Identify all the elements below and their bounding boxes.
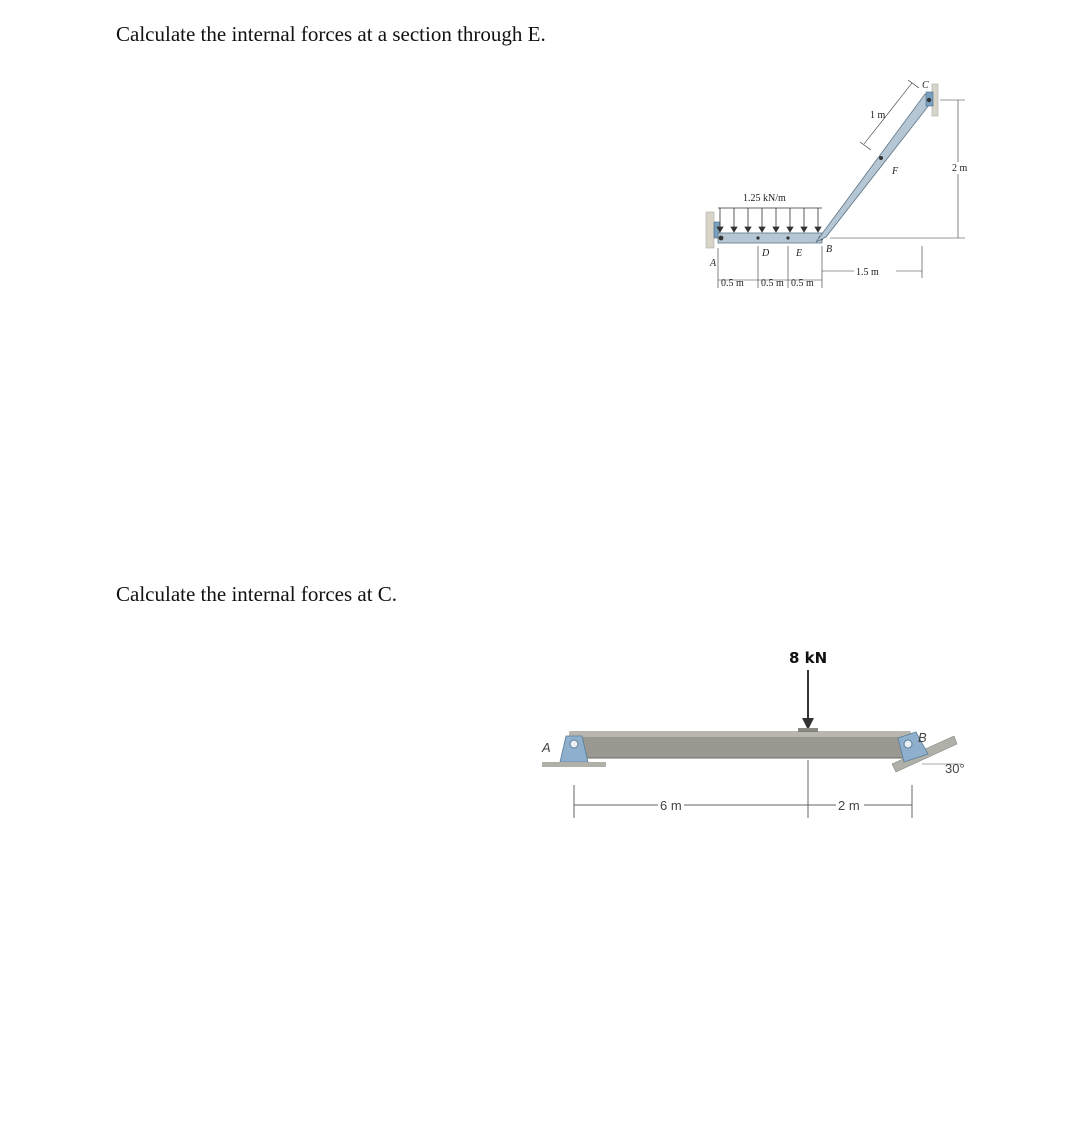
- pin-a: [719, 236, 724, 241]
- label-f: F: [892, 166, 899, 177]
- dim-incline: 1 m: [870, 110, 886, 121]
- dimension-lines-bottom: [718, 246, 922, 288]
- distributed-load-label: 1.25 kN/m: [743, 193, 786, 204]
- dim-horizontal: 1.5 m: [856, 267, 879, 278]
- dim-left: 6 m: [660, 798, 682, 813]
- pin-b: [904, 740, 912, 748]
- dim-vertical: 2 m: [952, 163, 968, 174]
- label-e: E: [796, 248, 803, 259]
- point-load-label: 8 kN: [789, 649, 828, 667]
- label-d: D: [762, 248, 770, 259]
- pin-c: [927, 98, 931, 102]
- wall-support-a: [706, 212, 714, 248]
- pin-a: [570, 740, 578, 748]
- point-e: [786, 236, 789, 239]
- frame-diagram: [690, 70, 980, 300]
- beam-dimension-lines: [574, 760, 912, 818]
- point-d: [756, 236, 759, 239]
- angle-label: 30°: [945, 761, 965, 776]
- question-1: Calculate the internal forces at a section through E.: [116, 22, 546, 46]
- beam-top-face: [570, 732, 910, 737]
- point-f: [879, 156, 883, 160]
- question-2: Calculate the internal forces at C.: [116, 582, 398, 606]
- label-a: A: [710, 258, 717, 269]
- dim-ad: 0.5 m: [721, 278, 744, 289]
- dim-de: 0.5 m: [761, 278, 784, 289]
- label-b: B: [826, 244, 833, 255]
- label-a: A: [542, 740, 551, 755]
- label-c: C: [922, 80, 929, 91]
- beam-diagram: [530, 640, 965, 830]
- distributed-load-arrows: [717, 208, 821, 232]
- member-ab: [718, 233, 822, 243]
- dim-right: 2 m: [838, 798, 860, 813]
- dim-eb: 0.5 m: [791, 278, 814, 289]
- label-b: B: [918, 730, 927, 745]
- ground-a: [542, 762, 606, 767]
- load-plate: [798, 728, 818, 732]
